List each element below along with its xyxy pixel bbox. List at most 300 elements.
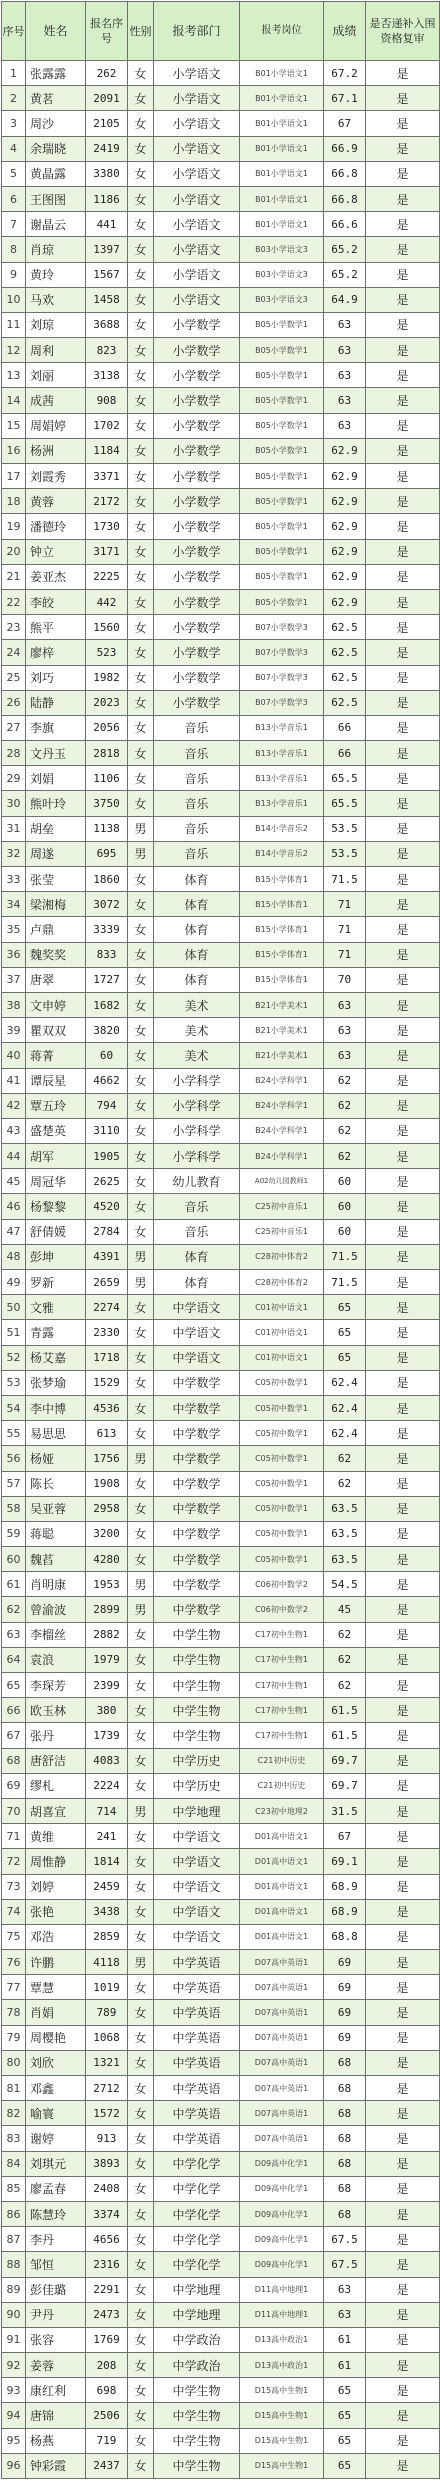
reg-no-cell: 2330	[86, 1320, 128, 1345]
gender-cell: 女	[128, 1874, 154, 1899]
review-cell: 是	[366, 665, 440, 690]
dept-cell: 中学语文	[154, 1849, 240, 1874]
seq-cell: 26	[2, 690, 26, 715]
score-cell: 71	[324, 917, 366, 942]
gender-cell: 女	[128, 1043, 154, 1068]
reg-no-cell: 4083	[86, 1748, 128, 1773]
seq-cell: 9	[2, 262, 26, 287]
reg-no-cell: 2625	[86, 1169, 128, 1194]
score-cell: 66	[324, 741, 366, 766]
dept-cell: 音乐	[154, 791, 240, 816]
gender-cell: 女	[128, 2327, 154, 2352]
name-cell: 盛楚英	[26, 1118, 86, 1143]
score-cell: 63	[324, 388, 366, 413]
name-cell: 肖明康	[26, 1572, 86, 1597]
table-row	[2, 1975, 440, 2000]
name-cell: 李榴丝	[26, 1622, 86, 1647]
reg-no-cell: 1458	[86, 287, 128, 312]
post-cell: B05小学数学1	[240, 489, 324, 514]
reg-no-cell: 1682	[86, 992, 128, 1017]
gender-cell: 女	[128, 2403, 154, 2428]
name-cell: 邓鑫	[26, 2076, 86, 2101]
review-cell: 是	[366, 2126, 440, 2151]
table-row	[2, 1723, 440, 1748]
table-row	[2, 967, 440, 992]
name-cell: 吴亚蓉	[26, 1496, 86, 1521]
score-cell: 62	[324, 1446, 366, 1471]
dept-cell: 中学语文	[154, 1320, 240, 1345]
reg-no-cell: 2023	[86, 690, 128, 715]
seq-cell: 3	[2, 111, 26, 136]
gender-cell: 女	[128, 161, 154, 186]
seq-cell: 72	[2, 1849, 26, 1874]
review-cell: 是	[366, 2453, 440, 2478]
table-row	[2, 1773, 440, 1798]
reg-no-cell: 2172	[86, 489, 128, 514]
score-cell: 62.4	[324, 1395, 366, 1420]
dept-cell: 中学历史	[154, 1773, 240, 1798]
review-cell: 是	[366, 1673, 440, 1698]
review-cell: 是	[366, 1622, 440, 1647]
post-cell: B01小学语文1	[240, 61, 324, 86]
post-cell: D01高中语文1	[240, 1874, 324, 1899]
reg-no-cell: 3438	[86, 1899, 128, 1924]
reg-no-cell: 1529	[86, 1370, 128, 1395]
name-cell: 张露露	[26, 61, 86, 86]
table-row	[2, 1144, 440, 1169]
reg-no-cell: 3110	[86, 1118, 128, 1143]
reg-no-cell: 2274	[86, 1295, 128, 1320]
reg-no-cell: 442	[86, 589, 128, 614]
seq-cell: 42	[2, 1093, 26, 1118]
gender-cell: 女	[128, 1169, 154, 1194]
review-cell: 是	[366, 1194, 440, 1219]
gender-cell: 女	[128, 2025, 154, 2050]
score-cell: 65	[324, 2403, 366, 2428]
gender-cell: 女	[128, 1370, 154, 1395]
dept-cell: 音乐	[154, 741, 240, 766]
post-cell: B13小学音乐1	[240, 766, 324, 791]
name-cell: 魏萏	[26, 1547, 86, 1572]
seq-cell: 74	[2, 1899, 26, 1924]
post-cell: C01初中语文1	[240, 1295, 324, 1320]
table-row	[2, 2101, 440, 2126]
reg-no-cell: 2399	[86, 1673, 128, 1698]
post-cell: D11高中地理1	[240, 2277, 324, 2302]
review-cell: 是	[366, 1647, 440, 1672]
reg-no-cell: 1718	[86, 1345, 128, 1370]
reg-no-cell: 1572	[86, 2101, 128, 2126]
table-row	[2, 1924, 440, 1949]
post-cell: C06初中数学2	[240, 1572, 324, 1597]
post-cell: B24小学科学1	[240, 1093, 324, 1118]
dept-cell: 音乐	[154, 1219, 240, 1244]
seq-cell: 60	[2, 1547, 26, 1572]
name-cell: 熊叶玲	[26, 791, 86, 816]
table-row	[2, 1395, 440, 1420]
dept-cell: 体育	[154, 942, 240, 967]
gender-cell: 女	[128, 1320, 154, 1345]
post-cell: D09高中化学1	[240, 2252, 324, 2277]
table-row	[2, 1496, 440, 1521]
post-cell: D11高中地理1	[240, 2302, 324, 2327]
seq-cell: 40	[2, 1043, 26, 1068]
dept-cell: 小学数学	[154, 464, 240, 489]
post-cell: D07高中英语1	[240, 2025, 324, 2050]
table-row	[2, 1673, 440, 1698]
table-row	[2, 136, 440, 161]
gender-cell: 女	[128, 892, 154, 917]
post-cell: C21初中历史	[240, 1773, 324, 1798]
name-cell: 成茜	[26, 388, 86, 413]
score-cell: 45	[324, 1597, 366, 1622]
reg-no-cell: 695	[86, 841, 128, 866]
gender-cell: 女	[128, 1395, 154, 1420]
score-cell: 68.8	[324, 1924, 366, 1949]
post-cell: D15高中生物1	[240, 2428, 324, 2453]
review-cell: 是	[366, 1018, 440, 1043]
dept-cell: 小学数学	[154, 640, 240, 665]
post-cell: B15小学体育1	[240, 917, 324, 942]
score-cell: 61	[324, 2353, 366, 2378]
score-cell: 68.9	[324, 1899, 366, 1924]
post-cell: D01高中语文1	[240, 1824, 324, 1849]
score-cell: 63.5	[324, 1547, 366, 1572]
dept-cell: 中学生物	[154, 1647, 240, 1672]
header-enter-review: 是否递补入围资格复审	[366, 2, 440, 61]
gender-cell: 女	[128, 1723, 154, 1748]
post-cell: D09高中化学1	[240, 2176, 324, 2201]
seq-cell: 62	[2, 1597, 26, 1622]
score-cell: 68	[324, 2151, 366, 2176]
review-cell: 是	[366, 413, 440, 438]
post-cell: B01小学语文1	[240, 86, 324, 111]
seq-cell: 48	[2, 1244, 26, 1269]
reg-no-cell: 789	[86, 2000, 128, 2025]
name-cell: 刘琪元	[26, 2151, 86, 2176]
post-cell: B07小学数学3	[240, 665, 324, 690]
dept-cell: 小学数学	[154, 615, 240, 640]
review-cell: 是	[366, 212, 440, 237]
reg-no-cell: 1756	[86, 1446, 128, 1471]
post-cell: D13高中政治1	[240, 2327, 324, 2352]
review-cell: 是	[366, 2353, 440, 2378]
review-cell: 是	[366, 1295, 440, 1320]
score-cell: 68	[324, 2050, 366, 2075]
reg-no-cell: 2091	[86, 86, 128, 111]
name-cell: 陈长	[26, 1471, 86, 1496]
score-cell: 69	[324, 2025, 366, 2050]
seq-cell: 8	[2, 237, 26, 262]
post-cell: B05小学数学1	[240, 363, 324, 388]
post-cell: C06初中数学2	[240, 1597, 324, 1622]
review-cell: 是	[366, 2076, 440, 2101]
score-cell: 69.7	[324, 1748, 366, 1773]
score-cell: 71.5	[324, 867, 366, 892]
seq-cell: 57	[2, 1471, 26, 1496]
review-cell: 是	[366, 2302, 440, 2327]
dept-cell: 小学语文	[154, 86, 240, 111]
table-row	[2, 1194, 440, 1219]
post-cell: B03小学语文3	[240, 262, 324, 287]
dept-cell: 体育	[154, 1244, 240, 1269]
post-cell: B15小学体育1	[240, 892, 324, 917]
table-row	[2, 2428, 440, 2453]
post-cell: B05小学数学1	[240, 514, 324, 539]
review-cell: 是	[366, 539, 440, 564]
table-row	[2, 615, 440, 640]
post-cell: B24小学科学1	[240, 1068, 324, 1093]
review-cell: 是	[366, 741, 440, 766]
seq-cell: 18	[2, 489, 26, 514]
reg-no-cell: 913	[86, 2126, 128, 2151]
name-cell: 唐锦	[26, 2403, 86, 2428]
name-cell: 熊平	[26, 615, 86, 640]
name-cell: 彭坤	[26, 1244, 86, 1269]
seq-cell: 77	[2, 1975, 26, 2000]
seq-cell: 67	[2, 1723, 26, 1748]
reg-no-cell: 1953	[86, 1572, 128, 1597]
dept-cell: 中学英语	[154, 2101, 240, 2126]
score-cell: 61	[324, 2327, 366, 2352]
gender-cell: 女	[128, 2252, 154, 2277]
seq-cell: 78	[2, 2000, 26, 2025]
score-cell: 71.5	[324, 1244, 366, 1269]
gender-cell: 女	[128, 1849, 154, 1874]
dept-cell: 小学数学	[154, 312, 240, 337]
seq-cell: 6	[2, 186, 26, 211]
header-score: 成绩	[324, 2, 366, 61]
table-row	[2, 715, 440, 740]
name-cell: 覃慧	[26, 1975, 86, 2000]
reg-no-cell: 3893	[86, 2151, 128, 2176]
dept-cell: 中学英语	[154, 2126, 240, 2151]
reg-no-cell: 714	[86, 1798, 128, 1823]
post-cell: B05小学数学1	[240, 564, 324, 589]
table-row	[2, 1471, 440, 1496]
seq-cell: 28	[2, 741, 26, 766]
table-row	[2, 867, 440, 892]
results-table	[1, 1, 440, 2479]
score-cell: 65	[324, 1320, 366, 1345]
name-cell: 周樱艳	[26, 2025, 86, 2050]
table-row	[2, 1798, 440, 1823]
name-cell: 卢鼎	[26, 917, 86, 942]
dept-cell: 小学数学	[154, 564, 240, 589]
name-cell: 余瑞晓	[26, 136, 86, 161]
name-cell: 刘娟	[26, 766, 86, 791]
review-cell: 是	[366, 2000, 440, 2025]
gender-cell: 女	[128, 388, 154, 413]
table-row	[2, 2076, 440, 2101]
seq-cell: 52	[2, 1345, 26, 1370]
seq-cell: 24	[2, 640, 26, 665]
dept-cell: 中学政治	[154, 2353, 240, 2378]
review-cell: 是	[366, 640, 440, 665]
score-cell: 62	[324, 1093, 366, 1118]
table-row	[2, 1899, 440, 1924]
seq-cell: 80	[2, 2050, 26, 2075]
table-row	[2, 690, 440, 715]
gender-cell: 女	[128, 2101, 154, 2126]
review-cell: 是	[366, 262, 440, 287]
score-cell: 62.9	[324, 564, 366, 589]
table-row	[2, 741, 440, 766]
gender-cell: 女	[128, 690, 154, 715]
table-row	[2, 816, 440, 841]
score-cell: 63.5	[324, 1496, 366, 1521]
dept-cell: 中学生物	[154, 1673, 240, 1698]
review-cell: 是	[366, 715, 440, 740]
table-row	[2, 1572, 440, 1597]
table-row	[2, 413, 440, 438]
name-cell: 黄茗	[26, 86, 86, 111]
gender-cell: 女	[128, 61, 154, 86]
seq-cell: 32	[2, 841, 26, 866]
review-cell: 是	[366, 2176, 440, 2201]
score-cell: 67.5	[324, 2252, 366, 2277]
post-cell: C01初中语文1	[240, 1345, 324, 1370]
gender-cell: 女	[128, 86, 154, 111]
review-cell: 是	[366, 2277, 440, 2302]
score-cell: 63	[324, 338, 366, 363]
name-cell: 梁湘梅	[26, 892, 86, 917]
table-row	[2, 766, 440, 791]
name-cell: 王图图	[26, 186, 86, 211]
post-cell: B05小学数学1	[240, 589, 324, 614]
dept-cell: 中学语文	[154, 1924, 240, 1949]
seq-cell: 16	[2, 438, 26, 463]
score-cell: 60	[324, 1219, 366, 1244]
dept-cell: 中学数学	[154, 1370, 240, 1395]
reg-no-cell: 2506	[86, 2403, 128, 2428]
gender-cell: 女	[128, 338, 154, 363]
dept-cell: 音乐	[154, 1194, 240, 1219]
review-cell: 是	[366, 690, 440, 715]
name-cell: 杨燕	[26, 2428, 86, 2453]
name-cell: 刘欣	[26, 2050, 86, 2075]
gender-cell: 女	[128, 438, 154, 463]
dept-cell: 音乐	[154, 715, 240, 740]
seq-cell: 27	[2, 715, 26, 740]
gender-cell: 女	[128, 867, 154, 892]
review-cell: 是	[366, 791, 440, 816]
dept-cell: 中学历史	[154, 1748, 240, 1773]
gender-cell: 男	[128, 1244, 154, 1269]
post-cell: B21小学美术1	[240, 1043, 324, 1068]
dept-cell: 中学语文	[154, 1874, 240, 1899]
seq-cell: 79	[2, 2025, 26, 2050]
table-row	[2, 2126, 440, 2151]
gender-cell: 男	[128, 1446, 154, 1471]
name-cell: 刘巧	[26, 665, 86, 690]
post-cell: C05初中数学1	[240, 1471, 324, 1496]
score-cell: 31.5	[324, 1798, 366, 1823]
reg-no-cell: 2659	[86, 1270, 128, 1295]
score-cell: 62.5	[324, 640, 366, 665]
score-cell: 62.9	[324, 464, 366, 489]
dept-cell: 中学生物	[154, 1622, 240, 1647]
score-cell: 67	[324, 1824, 366, 1849]
score-cell: 62	[324, 1118, 366, 1143]
review-cell: 是	[366, 2201, 440, 2226]
table-row	[2, 2201, 440, 2226]
name-cell: 周遂	[26, 841, 86, 866]
seq-cell: 14	[2, 388, 26, 413]
name-cell: 谭辰星	[26, 1068, 86, 1093]
gender-cell: 女	[128, 665, 154, 690]
seq-cell: 36	[2, 942, 26, 967]
reg-no-cell: 4118	[86, 1950, 128, 1975]
dept-cell: 中学数学	[154, 1547, 240, 1572]
post-cell: B15小学体育1	[240, 967, 324, 992]
reg-no-cell: 1184	[86, 438, 128, 463]
gender-cell: 女	[128, 212, 154, 237]
seq-cell: 44	[2, 1144, 26, 1169]
reg-no-cell: 719	[86, 2428, 128, 2453]
review-cell: 是	[366, 1244, 440, 1269]
header-post: 报考岗位	[240, 2, 324, 61]
dept-cell: 中学语文	[154, 1899, 240, 1924]
gender-cell: 女	[128, 287, 154, 312]
table-row	[2, 2050, 440, 2075]
gender-cell: 女	[128, 564, 154, 589]
name-cell: 陆静	[26, 690, 86, 715]
seq-cell: 1	[2, 61, 26, 86]
name-cell: 周惟静	[26, 1849, 86, 1874]
seq-cell: 21	[2, 564, 26, 589]
dept-cell: 小学数学	[154, 665, 240, 690]
dept-cell: 体育	[154, 967, 240, 992]
header-reg-no: 报名序号	[86, 2, 128, 61]
gender-cell: 女	[128, 2076, 154, 2101]
review-cell: 是	[366, 1270, 440, 1295]
reg-no-cell: 1702	[86, 413, 128, 438]
table-body	[2, 61, 440, 2479]
dept-cell: 小学语文	[154, 186, 240, 211]
post-cell: B01小学语文1	[240, 161, 324, 186]
name-cell: 唐舒洁	[26, 1748, 86, 1773]
dept-cell: 幼儿教育	[154, 1169, 240, 1194]
seq-cell: 93	[2, 2378, 26, 2403]
score-cell: 69	[324, 1975, 366, 2000]
post-cell: B24小学科学1	[240, 1118, 324, 1143]
review-cell: 是	[366, 766, 440, 791]
reg-no-cell: 1068	[86, 2025, 128, 2050]
name-cell: 罗新	[26, 1270, 86, 1295]
dept-cell: 中学化学	[154, 2252, 240, 2277]
gender-cell: 男	[128, 1950, 154, 1975]
seq-cell: 38	[2, 992, 26, 1017]
name-cell: 胡喜宣	[26, 1798, 86, 1823]
reg-no-cell: 3171	[86, 539, 128, 564]
post-cell: A02幼儿园教师1	[240, 1169, 324, 1194]
dept-cell: 中学政治	[154, 2327, 240, 2352]
dept-cell: 中学英语	[154, 2000, 240, 2025]
dept-cell: 小学语文	[154, 237, 240, 262]
name-cell: 袁浪	[26, 1647, 86, 1672]
seq-cell: 92	[2, 2353, 26, 2378]
dept-cell: 小学数学	[154, 489, 240, 514]
name-cell: 周利	[26, 338, 86, 363]
score-cell: 63	[324, 1018, 366, 1043]
dept-cell: 中学地理	[154, 2277, 240, 2302]
table-row	[2, 2353, 440, 2378]
name-cell: 文申婷	[26, 992, 86, 1017]
score-cell: 62.5	[324, 690, 366, 715]
review-cell: 是	[366, 1798, 440, 1823]
table-row	[2, 1295, 440, 1320]
